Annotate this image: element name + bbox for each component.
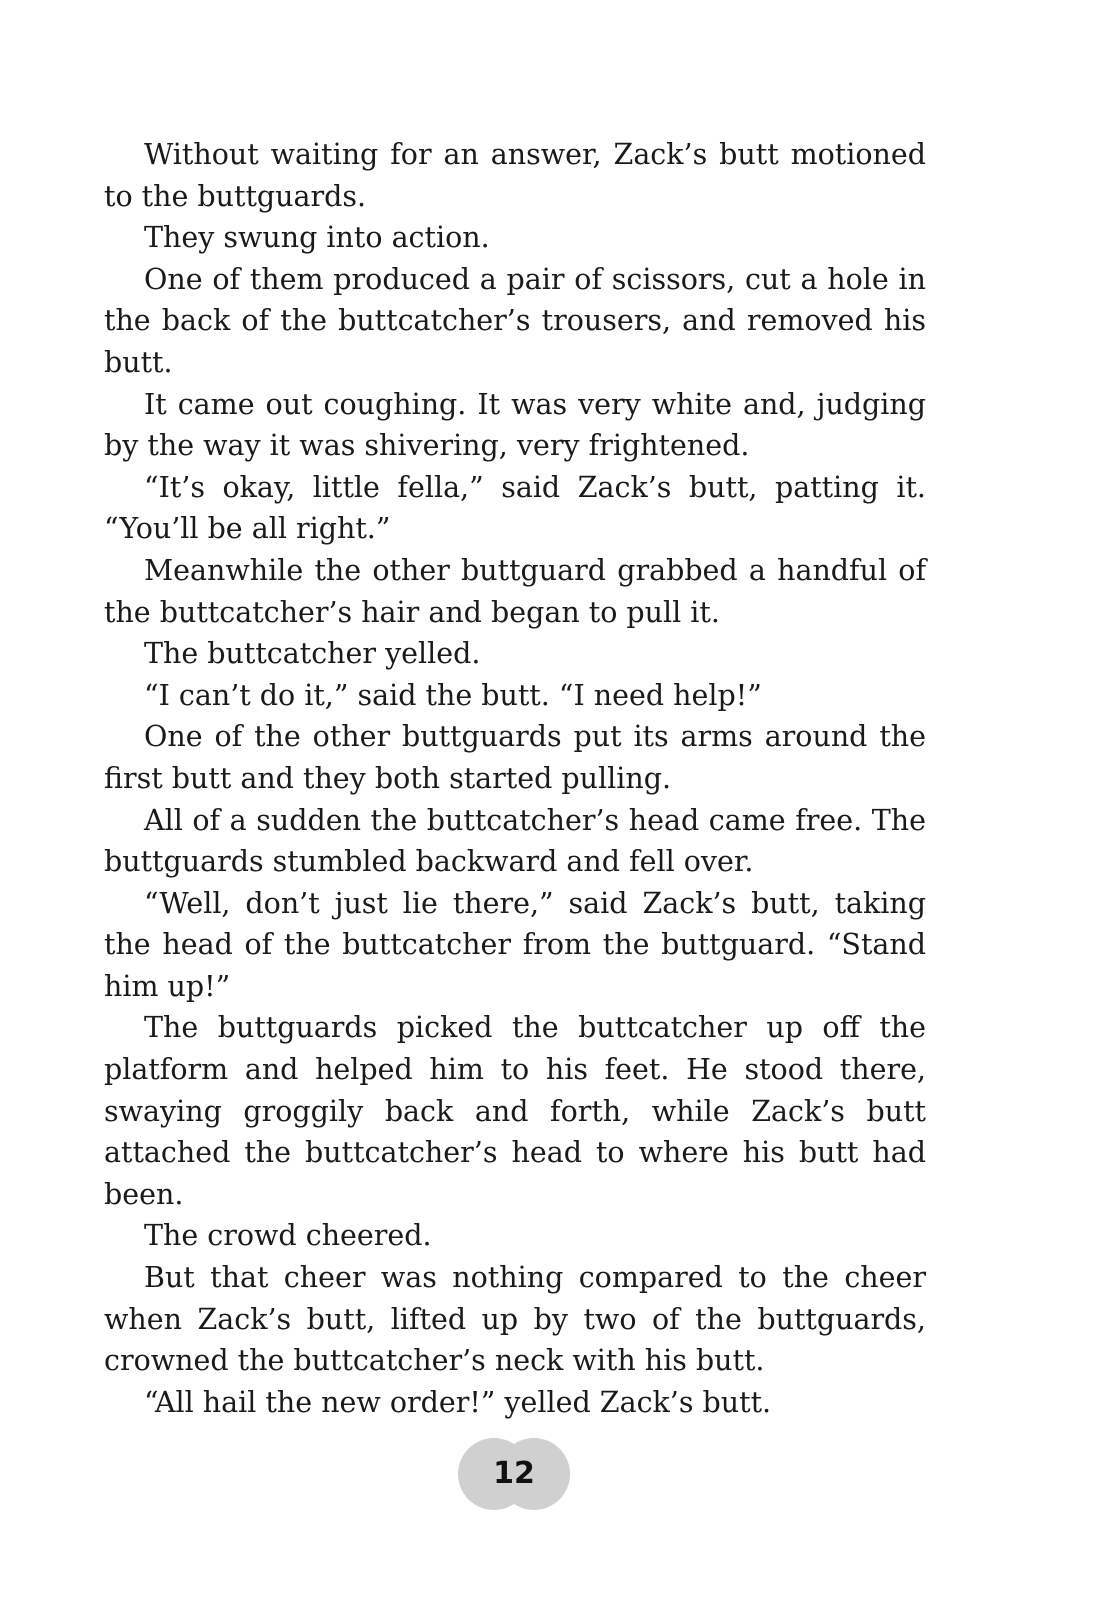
paragraph-11: “Well, don’t just lie there,” said Zack’s butt, taking the head of the buttcatcher from the buttguard. “Stand him up!” <box>104 886 926 1003</box>
paragraph-9: One of the other buttguards put its arms around the first butt and they both started pulling. <box>104 720 926 795</box>
paragraph-2: They swung into action. <box>144 221 490 255</box>
page-number-badge <box>458 1438 570 1510</box>
paragraph-6: Meanwhile the other buttguard grabbed a handful of the buttcatcher’s hair and began to pull it. <box>104 553 926 629</box>
paragraph-10: All of a sudden the buttcatcher’s head came free. The buttguards stumbled backward and fell over. <box>104 803 926 879</box>
paragraph-7: The buttcatcher yelled. <box>144 637 481 671</box>
paragraph-3: One of them produced a pair of scissors, cut a hole in the back of the buttcatcher’s trousers, and removed his butt. <box>104 262 926 379</box>
paragraph-15: “All hail the new order!” yelled Zack’s butt. <box>144 1385 772 1419</box>
paragraph-13: The crowd cheered. <box>144 1219 432 1253</box>
paragraph-1: Without waiting for an answer, Zack’s butt motioned to the buttguards. <box>104 138 926 213</box>
paragraph-4: It came out coughing. It was very white and, judging by the way it was shivering, very frightened. <box>104 387 926 463</box>
paragraph-5: “It’s okay, little fella,” said Zack’s butt, patting it. “You’ll be all right.” <box>104 470 926 546</box>
paragraph-14: But that cheer was nothing compared to the cheer when Zack’s butt, lifted up by two of the buttguards, crowned the buttcatcher’s neck with his butt. <box>104 1261 926 1378</box>
page-number: 12 <box>493 1456 535 1491</box>
paragraph-12: The buttguards picked the buttcatcher up off the platform and helped him to his feet. He stood there, swaying groggily back and forth, while Zack’s butt attached the buttcatcher’s head to where his butt had been. <box>104 1011 926 1211</box>
paragraph-8: “I can’t do it,” said the butt. “I need help!” <box>144 678 762 712</box>
body-text <box>104 134 926 1423</box>
